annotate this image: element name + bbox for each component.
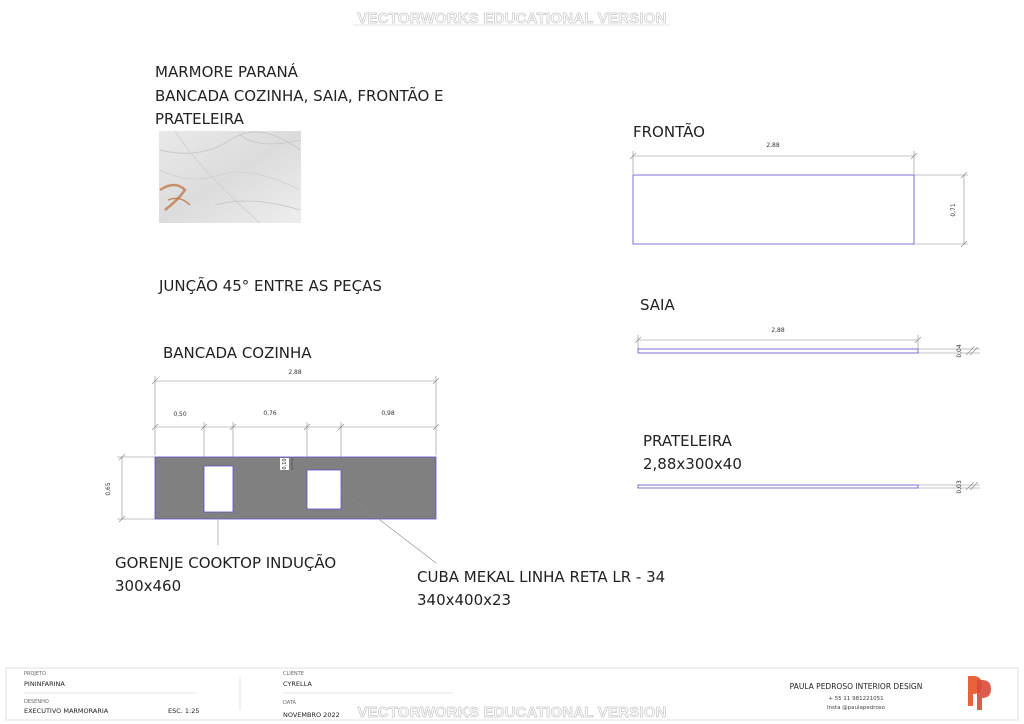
cliente-label: CLIENTE [283, 671, 304, 677]
bancada-counter [155, 457, 436, 519]
cliente-value: CYRELLA [283, 680, 312, 688]
cooktop-cutout [204, 466, 233, 512]
frontao-height-label: 0,71 [950, 203, 957, 217]
material-title-line2: BANCADA COZINHA, SAIA, FRONTÃO E [155, 87, 444, 105]
desenho-label: DESENHO [24, 699, 49, 705]
prateleira-size: 2,88x300x40 [643, 455, 742, 473]
cooktop-label: GORENJE COOKTOP INDUÇÃO [115, 554, 337, 572]
bancada-seg1-label: 0,50 [173, 411, 187, 418]
saia-width-label: 2,88 [771, 327, 785, 334]
bancada-seg3-label: 0,98 [381, 410, 395, 417]
company-phone: + 55 11 981221051 [828, 696, 884, 702]
watermark-top: VECTORWORKS EDUCATIONAL VERSION [357, 10, 667, 27]
saia-drawing [635, 327, 980, 358]
projeto-label: PROJETO [24, 671, 47, 677]
junction-note: JUNÇÃO 45° ENTRE AS PEÇAS [159, 277, 382, 295]
prateleira-title: PRATELEIRA [643, 432, 732, 450]
data-value: NOVEMBRO 2022 [283, 711, 340, 719]
cooktop-size: 300x460 [115, 577, 182, 595]
gap-label: 0,10 [282, 458, 288, 470]
marble-swatch [159, 131, 301, 223]
desenho-value: EXECUTIVO MARMORARIA [24, 707, 109, 715]
data-label: DATA [283, 700, 296, 706]
saia-height-label: 0,04 [956, 344, 963, 358]
prateleira-drawing [638, 480, 980, 494]
frontao-drawing [630, 142, 968, 247]
bancada-height-label: 0,65 [105, 482, 112, 496]
sink-label: CUBA MEKAL LINHA RETA LR - 34 [417, 568, 666, 586]
watermark-bottom: VECTORWORKS EDUCATIONAL VERSION [357, 704, 667, 721]
saia-title: SAIA [640, 296, 675, 314]
bancada-title: BANCADA COZINHA [163, 344, 312, 362]
company-insta: Insta @paulapedroso [826, 705, 886, 711]
material-title-line3: PRATELEIRA [155, 110, 244, 128]
projeto-value: PININFARINA [24, 680, 65, 688]
sink-cutout [307, 470, 341, 509]
escala-value: ESC. 1:25 [168, 707, 200, 715]
sink-size: 340x400x23 [417, 591, 512, 609]
frontao-title: FRONTÃO [633, 123, 705, 141]
bancada-seg2-label: 0,76 [263, 410, 277, 417]
bancada-width-label: 2,88 [288, 369, 302, 376]
frontao-width-label: 2,88 [766, 142, 780, 149]
prateleira-height-label: 0,03 [956, 480, 963, 494]
title-block [6, 668, 1018, 721]
material-title-line1: MARMORE PARANÁ [155, 63, 298, 81]
company-name: PAULA PEDROSO INTERIOR DESIGN [789, 682, 923, 691]
